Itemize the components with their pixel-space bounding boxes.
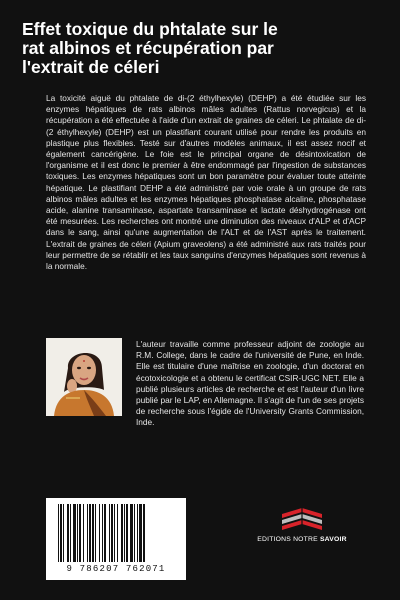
author-portrait-drawing [46, 338, 122, 416]
book-title-line: Effet toxique du phtalate sur le [22, 19, 278, 39]
book-title-line: rat albinos et récupération par [22, 38, 274, 58]
barcode-bar [99, 504, 100, 562]
author-biography: L'auteur travaille comme professeur adjoint de zoologie au R.M. College, dans le cadre de l'université de Pune, en Inde. Elle est titulaire d'une maîtrise en zoologie, d'un doctorat en écotoxicologie et a obtenu le certificat CSIR-UGC NET. Elle a publié plusieurs articles de recherche et est l'auteur d'un livre publié par le LAP, en Allemagne. Il s'agit de l'un de ses projets de recherche sous l'égide de l'University Grants Commission, Inde. [136, 339, 364, 428]
barcode-bar [109, 504, 110, 562]
barcode-bar [58, 504, 59, 562]
publisher-name [252, 536, 352, 543]
barcode-bar [83, 504, 84, 562]
barcode-bar [121, 504, 123, 562]
barcode-bar [70, 504, 71, 562]
barcode-bar [124, 504, 125, 562]
barcode-bar [89, 504, 91, 562]
barcode-bar [63, 504, 64, 562]
publisher-name-emphasis: SAVOIR [319, 536, 347, 543]
barcode-bar [60, 504, 62, 562]
barcode-bar [130, 504, 133, 562]
barcode-bar [139, 504, 142, 562]
barcode-bar [111, 504, 113, 562]
barcode-bar [104, 504, 106, 562]
barcode-bar [126, 504, 128, 562]
book-title [22, 20, 382, 77]
open-book-logo-icon [252, 498, 352, 536]
isbn-barcode [46, 498, 186, 580]
publisher-name-prefix: EDITIONS NOTRE [257, 536, 320, 543]
barcode-bar [95, 504, 96, 562]
barcode-bar [143, 504, 145, 562]
barcode-bar [137, 504, 138, 562]
publisher-logo [252, 498, 352, 552]
book-abstract: La toxicité aiguë du phtalate de di-(2 éthylhexyle) (DEHP) a été étudiée sur les enzymes hépatiques de rats albinos mâles adultes (Rattus norvegicus) et la récupération a été effectuée à l'aide d'un extrait de graines de céleri. Le phtalate de di-(2 éthylhexyle) (DEHP) est un plastifiant courant utilisé pour rendre les produits en plastique plus flexibles. Testé sur d'autres modèles animaux, il est assez nocif et également cancérigène. Le foie est le principal organe de désintoxication de l'organisme et il est donc le premier à être endommagé par l'ingestion de substances toxiques. Les enzymes hépatiques sont un bon paramètre pour évaluer toute atteinte hépatique. Le plastifiant DEHP a été administré par voie orale à un groupe de rats albinos mâles adultes et les enzymes hépatiques phosphatase alcaline, phosphatase acide, alanine transaminase, aspartate transaminase et lactate déshydrogénase ont été mesurées. Les recherches ont montré une diminution des niveaux d'ALP et d'ACP dans le sang, ainsi qu'une augmentation de l'ALT et de l'AST après le traitement. L'extrait de graines de céleri (Apium graveolens) a été administré aux rats traités pour leur permettre de se rétablir et les taux sanguins d'enzymes hépatiques sont revenus à la normale. [46, 93, 366, 272]
barcode-bar [102, 504, 103, 562]
barcode-bar [77, 504, 78, 562]
barcode-bar [73, 504, 76, 562]
barcode-bar [92, 504, 94, 562]
isbn-digits: 9 786207 762071 [66, 564, 166, 574]
isbn-barcode-icon [46, 498, 186, 564]
barcode-bar [117, 504, 118, 562]
barcode-bar [87, 504, 88, 562]
barcode-bar [67, 504, 69, 562]
barcode-bar [79, 504, 81, 562]
book-title-line: l'extrait de céleri [22, 57, 160, 77]
barcode-bar [114, 504, 115, 562]
author-portrait-icon [46, 338, 122, 416]
barcode-bar [134, 504, 135, 562]
